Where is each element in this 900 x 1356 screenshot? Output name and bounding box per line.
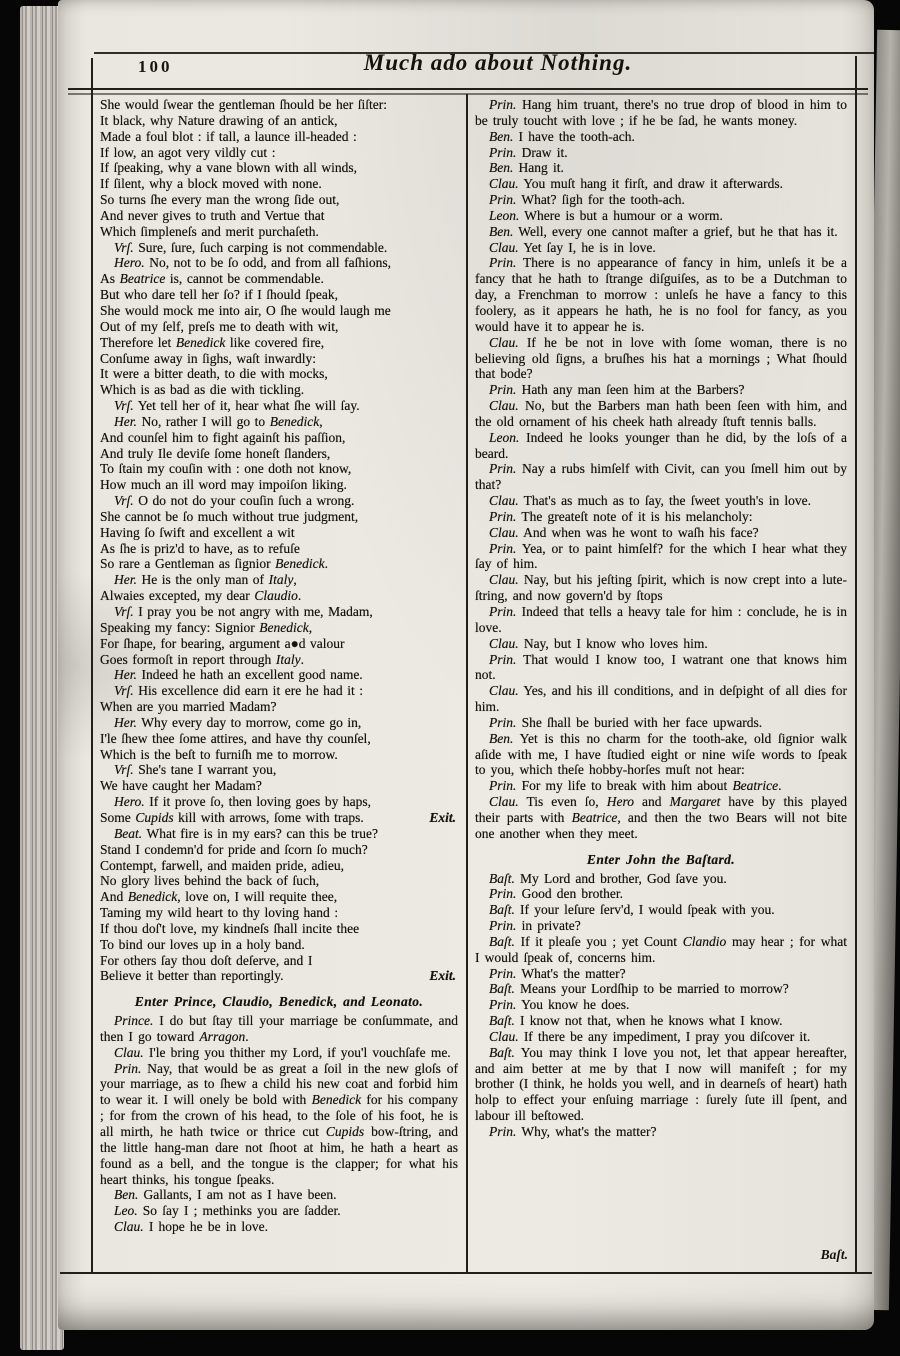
catchword: Baſt. [820,1247,848,1262]
speaker-prefix: Clau. [489,1028,519,1044]
speaker-prefix: Beat. [114,825,143,841]
speaker-prefix: Clau. [489,398,519,414]
speaker-prefix: Vrſ. [114,239,134,255]
verse-line: Her. He is the only man of Italy, [114,572,297,588]
prose-speech: Prin. For my life to break with him about Beatrice. [489,778,782,794]
speaker-prefix: Prin. [489,651,517,667]
prose-speech: Clau. Yet ſay I, he is in love. [489,239,656,255]
verse-line: So rare a Gentleman as ſignior Benedick. [100,556,328,572]
verse-line: It black, why Nature drawing of an antick, [100,112,338,128]
speaker-prefix: Ben. [114,1187,139,1203]
speaker-prefix: Ben. [489,223,514,239]
verse-line: So turns ſhe every man the wrong ſide out, [100,192,340,208]
prose-speech: Prin. What's the matter? [489,965,626,981]
verse-line: If ſilent, why a block moved with none. [100,176,322,192]
verse-line: When are you married Madam? [100,699,277,715]
right-border-rule [855,56,857,1274]
speaker-prefix: Prin. [489,965,517,981]
page-number: 100 [138,57,173,76]
bottom-rule [60,1272,872,1274]
verse-line: If thou doſ't love, my kindneſs ſhall incite thee [100,920,360,936]
verse-line: How much an ill word may impoiſon liking. [100,477,347,493]
prose-speech: Prin. Nay a rubs himſelf with Civit, can you ſmell him out by that? [475,461,847,493]
verse-line: She cannot be ſo much without true judgment, [100,508,359,524]
verse-line: And never gives to truth and Vertue that [100,207,325,223]
left-border-rule [91,58,93,1274]
prose-speech: Clau. Nay, but I know who loves him. [489,635,708,651]
page-title: Much ado about Nothing. [363,50,633,75]
header-rule-shadow [68,93,868,95]
verse-line: Her. Why every day to morrow, come go in, [114,714,362,730]
speaker-prefix: Clau. [489,572,519,588]
speaker-prefix: Prin. [489,997,517,1013]
page-paper [58,0,874,1330]
speaker-prefix: Prin. [489,604,517,619]
speaker-prefix: Baſt. [489,1044,515,1060]
speaker-prefix: Hero. [114,794,145,810]
speaker-prefix: Leon. [489,429,520,445]
verse-passage [100,97,458,984]
verse-line: It were a bitter death, to die with mocks, [100,366,328,382]
prose-speech: Ben. Hang it. [489,160,564,176]
speaker-prefix: Prin. [489,508,517,524]
exit-direction: Exit. [429,809,456,825]
verse-line: Hero. No, not to be ſo odd, and from all faſhions, [114,255,391,271]
prose-speech: Baſt. Means your Lordſhip to be married to morrow? [489,981,789,997]
speaker-prefix: Prin. [489,461,517,477]
speaker-prefix: Prince. [114,1013,154,1029]
verse-line: Speaking my fancy: Signior Benedick, [100,619,313,635]
prose-speech: Baſt. I know not that, when he knows what I know. [489,1013,783,1029]
prose-speech: Prin. She ſhall be buried with her face upwards. [489,714,763,730]
verse-line: I'le ſhew thee ſome attires, and have thy counſel, [100,730,371,746]
verse-line: Vrſ. His excellence did earn it ere he had it : [114,683,364,699]
prose-speech: Prin. Yea, or to paint himſelf? for the which I hear what they ſay of him. [475,540,847,572]
speaker-prefix: Clau. [489,524,519,540]
verse-line: Hero. If it prove ſo, then loving goes by haps, [114,794,372,810]
prose-speech: Prin. There is no appearance of fancy in him, unleſs it be a fancy that he hath to ſtrange diſguiſes, as to be a Dutchman to day, a Frenchman to morrow : unleſs he have a fancy to this foolery, as it appears he hath, he is no fool for fancy, as you would have it to appear he is. [475,255,847,334]
prose-speech: Baſt. My Lord and brother, God ſave you. [489,870,727,886]
prose-speech: Prin. You know he does. [489,997,630,1013]
verse-line: To ſtain my couſin with : one doth not know, [100,461,352,477]
prose-speech: Ben. I have the tooth-ach. [489,128,635,144]
speaker-prefix: Baſt. [489,1013,515,1029]
speaker-prefix: Prin. [489,382,517,398]
verse-line: Exit. Believe it better than reportingly. [100,968,456,984]
verse-line: If low, an agot very vildly cut : [100,144,276,160]
prose-speech: Baſt. You may think I love you not, let that appear hereafter, and aim better at me by that I now will manifeſt ; for my brother (I think, he holds you well, and in dearneſs of heart) hath holp to effect your enſuing marriage : ſurely ſute ill ſpent, and labour ill beſtowed. [475,1044,847,1124]
prose-speech: Prin. Nay, that would be as great a ſoil in the new gloſs of your marriage, as to ſhew a child his new coat and forbid him to wear it. I will onely be bold with Benedick for his company ; for from the crown of his head, to the ſole of his foot, he is all mirth, he hath twice or thrice cut Cupids bow-ſtring, and the little hang-man dare not ſhoot at him, he hath a heart as found as a bell, and the tongue is the clapper; for what his heart thinks, his tongue ſpeaks. [100,1060,458,1187]
speaker-prefix: Prin. [489,886,517,902]
verse-line: But who dare tell her ſo? if I ſhould ſpeak, [100,287,338,303]
speaker-prefix: Vrſ. [114,604,134,619]
verse-line: Having ſo ſwift and excellent a wit [100,524,295,540]
prose-speech: Leon. Indeed he looks younger than he did, by the loſs of a beard. [475,429,847,461]
speaker-prefix: Leon. [489,207,520,223]
verse-line: And truly Ile deviſe ſome honeſt ſlanders, [100,445,331,461]
prose-speech: Clau. That's as much as to ſay, the ſweet youth's in love. [489,493,812,509]
speaker-prefix: Clau. [489,683,519,699]
speaker-prefix: Clau. [114,1044,144,1060]
verse-line: Which ſimpleneſs and merit purchaſeth. [100,223,319,239]
speaker-prefix: Vrſ. [114,398,134,414]
speaker-prefix: Prin. [489,192,517,208]
speaker-prefix: Clau. [489,635,519,651]
speaker-prefix: Baſt. [489,902,515,918]
verse-line: Alwaies excepted, my dear Claudio. [100,588,302,604]
verse-line: For ſhape, for bearing, argument a●d valour [100,635,345,651]
prose-speech: Clau. And when was he wont to waſh his face? [489,524,759,540]
speaker-prefix: Her. [114,667,137,683]
prose-speech: Prin. Why, what's the matter? [489,1124,657,1139]
prose-speech: Clau. You muſt hang it firſt, and draw it afterwards. [489,176,784,192]
prose-speech: Clau. If he be not in love with ſome woman, there is no believing old ſigns, a bruſhes his hat a mornings ; What ſhould that bode? [475,334,847,382]
prose-speech: Ben. Well, every one cannot maſter a grief, but he that has it. [489,223,838,239]
verse-line: Stand I condemn'd for pride and ſcorn ſo much? [100,841,368,857]
speaker-prefix: Baſt. [489,933,515,949]
verse-line: Vrſ. Sure, ſure, ſuch carping is not commendable. [114,239,388,255]
speaker-prefix: Prin. [489,255,517,271]
verse-line: Contempt, farwell, and maiden pride, adieu, [100,857,345,873]
prose-speech: Clau. No, but the Barbers man hath been ſeen with him, and the old ornament of his cheek hath already ſtuft tennis balls. [475,398,847,429]
verse-line: We have caught her Madam? [100,778,262,794]
prose-speech: Ben. Yet is this no charm for the tooth-ake, old ſignior walk aſide with me, I have ſtudied eight or nine wiſe words to ſpeak to you, which theſe hobby-horſes muſt not hear: [475,730,847,778]
speaker-prefix: Vrſ. [114,493,134,509]
verse-line: For others ſay thou doſt deſerve, and I [100,952,313,968]
speaker-prefix: Prin. [489,97,517,112]
speaker-prefix: Leo. [114,1203,138,1219]
speaker-prefix: Baſt. [489,870,515,886]
prose-speech: Clau. Nay, but his jeſting ſpirit, which is now crept into a lute-ſtring, and now govern'd by ſtops [475,572,847,604]
verse-line: Her. Indeed he hath an excellent good name. [114,667,363,683]
prose-speech: Prin. Hath any man ſeen him at the Barbers? [489,382,745,398]
right-column [475,97,847,1140]
column-divider-rule [466,94,468,1272]
verse-line: If ſpeaking, why a vane blown with all winds, [100,160,358,176]
speaker-prefix: Clau. [489,176,519,192]
left-column [100,97,458,1235]
verse-line: To bind our loves up in a holy band. [100,936,305,952]
verse-line: Which is the beſt to furniſh me to morrow. [100,746,338,762]
speaker-prefix: Prin. [489,144,517,160]
verse-line: As ſhe is priz'd to have, as to refuſe [100,540,300,556]
stage-direction: Enter John the Baſtard. [586,851,736,867]
verse-line: And Benedick, love on, I will requite thee, [100,889,338,905]
verse-line: Therefore let Benedick like covered fire, [100,334,325,350]
verse-line: Goes formoſt in report through Italy. [100,651,304,667]
prose-speech: Prin. The greateſt note of it is his melancholy: [489,508,753,524]
speaker-prefix: Ben. [489,128,514,144]
speaker-prefix: Clau. [489,493,519,509]
verse-line: Which is as bad as die with tickling. [100,382,305,398]
speaker-prefix: Vrſ. [114,762,134,778]
speaker-prefix: Her. [114,714,137,730]
speaker-prefix: Clau. [114,1219,144,1235]
prose-speech: Leon. Where is but a humour or a worm. [489,207,723,223]
prose-speech: Baſt. If it pleaſe you ; yet Count Clandio may hear ; for what I would ſpeak of, concerns him. [475,933,847,965]
verse-line: As Beatrice is, cannot be commendable. [100,271,324,287]
prose-speech: Ben. Gallants, I am not as I have been. [114,1187,337,1203]
stage-direction: Enter Prince, Claudio, Benedick, and Leonato. [134,994,424,1010]
prose-speech: Prin. Draw it. [489,144,568,160]
header-rule [68,88,868,90]
speaker-prefix: Prin. [489,778,517,794]
speaker-prefix: Her. [114,572,137,588]
prose-speech: Prin. Good den brother. [489,886,624,902]
verse-line: And counſel him to fight againſt his paſſion, [100,429,346,445]
speaker-prefix: Prin. [489,918,517,934]
verse-line: She would mock me into air, O ſhe would laugh me [100,302,391,318]
verse-line: Vrſ. O do not do your couſin ſuch a wrong. [114,493,355,509]
prose-speech: Prin. That would I know too, I watrant one that knows him not. [475,651,847,683]
prose-speech: Prince. I do but ſtay till your marriage be conſummate, and then I go toward Arragon. [100,1013,458,1044]
verse-line: Her. No, rather I will go to Benedick, [114,413,323,429]
prose-speech: Prin. Indeed that tells a heavy tale for him : conclude, he is in love. [475,604,847,635]
speaker-prefix: Hero. [114,255,145,271]
prose-speech: Prin. Hang him truant, there's no true drop of blood in him to be truly toucht with love ; if he be ſad, he wants money. [475,97,847,128]
speaker-prefix: Vrſ. [114,683,134,699]
prose-speech: Leo. So ſay I ; methinks you are ſadder. [114,1203,341,1219]
speaker-prefix: Clau. [489,794,519,810]
speaker-prefix: Ben. [489,160,514,176]
speaker-prefix: Prin. [114,1060,142,1076]
speaker-prefix: Clau. [489,239,519,255]
verse-line: Vrſ. She's tane I warrant you, [114,762,277,778]
speaker-prefix: Prin. [489,540,517,556]
verse-line: Made a foul blot : if tall, a launce ill-headed : [100,128,357,144]
prose-speech: Baſt. If your leſure ſerv'd, I would ſpeak with you. [489,902,775,918]
verse-line: She would ſwear the gentleman ſhould be her ſiſter: [100,97,388,112]
speaker-prefix: Prin. [489,714,517,730]
speaker-prefix: Clau. [489,334,519,350]
prose-speech: Clau. Tis even ſo, Hero and Margaret have by this played their parts with Beatrice, and then the two Bears will not bite one another when they meet. [475,794,847,841]
prose-speech: Clau. I hope he be in love. [114,1219,269,1235]
verse-line: Out of my ſelf, preſs me to death with wit, [100,318,339,334]
speaker-prefix: Ben. [489,730,514,746]
prose-speech: Clau. I'le bring you thither my Lord, if you'l vouchſafe me. [114,1044,451,1060]
prose-speech: Clau. Yes, and his ill conditions, and in deſpight of all dies for him. [475,683,847,715]
exit-direction: Exit. [429,968,456,984]
speaker-prefix: Prin. [489,1124,517,1139]
speaker-prefix: Baſt. [489,981,515,997]
speaker-prefix: Her. [114,413,137,429]
verse-line: Conſume away in ſighs, waſt inwardly: [100,350,316,366]
verse-line: Vrſ. Yet tell her of it, hear what ſhe will ſay. [114,398,360,414]
verse-line: Taming my wild heart to thy loving hand : [100,905,339,921]
prose-speech: Clau. If there be any impediment, I pray you diſcover it. [489,1028,811,1044]
verse-line: Exit. Some Cupids kill with arrows, ſome with traps. [100,809,456,825]
verse-line: No glory lives behind the back of ſuch, [100,873,320,889]
verse-line: Beat. What fire is in my ears? can this be true? [114,825,379,841]
prose-speech: Prin. What? ſigh for the tooth-ach. [489,192,685,208]
verse-line: Vrſ. I pray you be not angry with me, Madam, [114,604,373,619]
prose-speech: Prin. in private? [489,918,581,934]
